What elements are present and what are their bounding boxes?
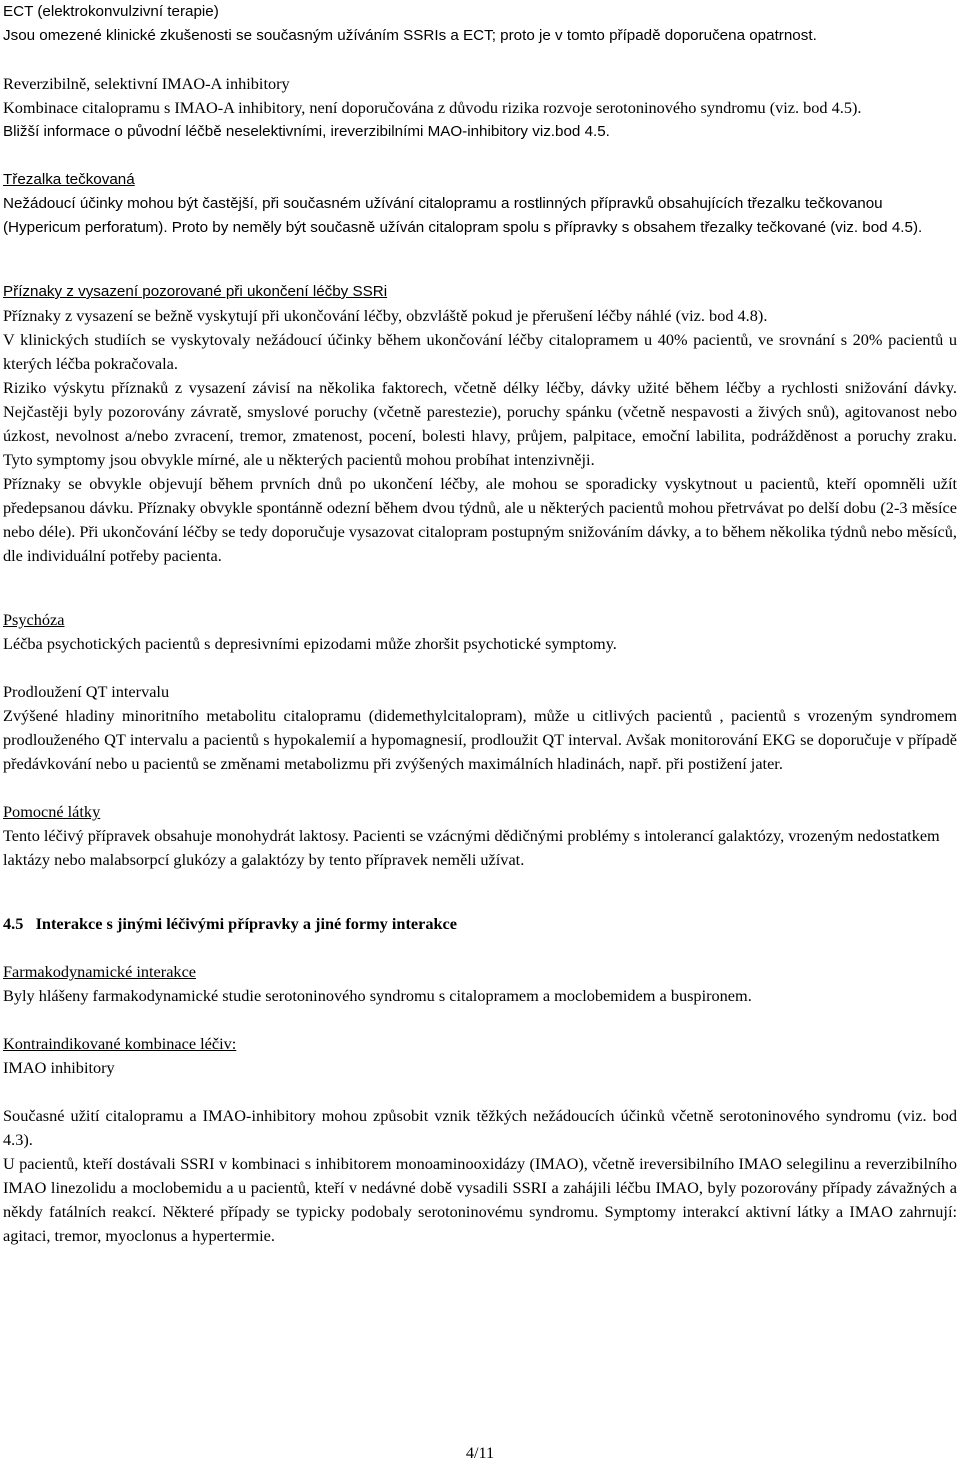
vysazeni-p2: V klinických studiích se vyskytovaly nežádoucí účinky během ukončování léčby citalopramem u 40% pacientů, ve srovnání s 20% pacientů u kterých léčba pokračovala. [3,330,957,373]
kontra-title: Kontraindikované kombinace léčiv: [3,1034,237,1053]
interakce-p2: U pacientů, kteří dostávali SSRI v kombinaci s inhibitorem monoaminooxidázy (IMAO), včetně ireversibilního IMAO selegilinu a reverzibilního IMAO linezolidu a moclobemidu a u pacientů, kteří v nedávné době vysadili SSRI a zahájili léčbu IMAO, byly pozorovány případy závažných a někdy fatálních reakcí. Některé případy se typicky podobaly serotoninovému syndromu. Symptomy interakcí aktivní látky a IMAO zahrnují: agitaci, tremor, myoclonus a hypertermie. [3,1154,957,1245]
trezalka-title: Třezalka tečkovaná [3,171,135,188]
imao-a-text: Kombinace citalopramu s IMAO-A inhibitory, není doporučována z důvodu rizika rozvoje serotoninového syndromu (viz. bod 4.5). [3,98,862,117]
imao-a-note: Bližší informace o původní léčbě neselektivními, ireverzibilními MAO-inhibitory viz.bod 4.5. [3,123,610,140]
trezalka-text: Nežádoucí účinky mohou být častější, při současném užívání citalopramu a rostlinných přípravků obsahujících třezalku tečkovanou (Hypericum perforatum). Proto by neměly být současně užíván citalopram spolu s přípravky s obsahem třezalky tečkované (viz. bod 4.5). [3,195,923,236]
document-page [3,0,957,1248]
pomocne-text: Tento léčivý přípravek obsahuje monohydrát laktosy. Pacienti se vzácnými dědičnými problémy s intolerancí galaktózy, vrozeným nedostatkem laktázy nebo malabsorpcí glukózy a galaktózy by tento přípravek neměli užívat. [3,826,940,869]
imao-a-title: Reverzibilně, selektivní IMAO-A inhibitory [3,74,290,93]
farmako-text: Byly hlášeny farmakodynamické studie serotoninového syndromu s citalopramem a moclobemidem a buspironem. [3,986,752,1005]
pomocne-title: Pomocné látky [3,802,101,821]
ect-text: Jsou omezené klinické zkušenosti se současným užíváním SSRIs a ECT; proto je v tomto případě doporučena opatrnost. [3,27,817,44]
vysazeni-p3: Riziko výskytu příznaků z vysazení závisí na několika faktorech, včetně délky léčby, dávky užité během léčby a rychlosti snižování dávky. Nejčastěji byly pozorovány závratě, smyslové poruchy (včetně parestezie), poruchy spánku (včetně nespavosti a živých snů), agitovanost nebo úzkost, nevolnost a/nebo zvracení, tremor, zmatenost, pocení, bolesti hlavy, průjem, palpitace, emoční labilita, podrážděnost a poruchy zraku. Tyto symptomy jsou obvykle mírné, ale u některých pacientů mohou probíhat intenzivněji. [3,378,957,469]
vysazeni-p4: Příznaky se obvykle objevují během prvních dnů po ukončení léčby, ale mohou se sporadicky vyskytnout u pacientů, kteří opomněli užít předepsanou dávku. Příznaky obvykle spontánně odezní během dvou týdnů, ale u některých pacientů mohou přetrvávat po delší dobu (2-3 měsíce nebo déle). Při ukončování léčby se tedy doporučuje vysazovat citalopram postupným snižováním dávky, a to během několika týdnů nebo měsíců, dle individuální potřeby pacienta. [3,474,957,565]
vysazeni-title: Příznaky z vysazení pozorované při ukončení léčby SSRi [3,283,388,300]
interakce-heading: 4.5 Interakce s jinými léčivými přípravky a jiné formy interakce [3,914,457,933]
page-number: 4/11 [465,1443,495,1462]
kontra-sub: IMAO inhibitory [3,1058,115,1077]
interakce-p1: Současné užití citalopramu a IMAO-inhibitory mohou způsobit vznik těžkých nežádoucích účinků včetně serotoninového syndromu (viz. bod 4.3). [3,1106,957,1149]
farmako-title: Farmakodynamické interakce [3,962,197,981]
qt-text: Zvýšené hladiny minoritního metabolitu citalopramu (didemethylcitalopram), může u citlivých pacientů , pacientů s vrozeným syndromem prodlouženého QT intervalu a pacientů s hypokalemií a hypomagnesií, prodloužit QT interval. Avšak monitorování EKG se doporučuje v případě předávkování nebo u pacientů se změnami metabolizmu při zvýšených maximálních hladinách, např. při postižení jater. [3,706,957,773]
ect-title: ECT (elektrokonvulzivní terapie) [3,3,219,20]
psychoza-text: Léčba psychotických pacientů s depresivními epizodami může zhoršit psychotické symptomy. [3,634,617,653]
vysazeni-p1: Příznaky z vysazení se bežně vyskytují při ukončování léčby, obzvláště pokud je přerušení léčby náhlé (viz. bod 4.8). [3,306,768,325]
psychoza-title: Psychóza [3,610,65,629]
qt-title: Prodloužení QT intervalu [3,682,170,701]
